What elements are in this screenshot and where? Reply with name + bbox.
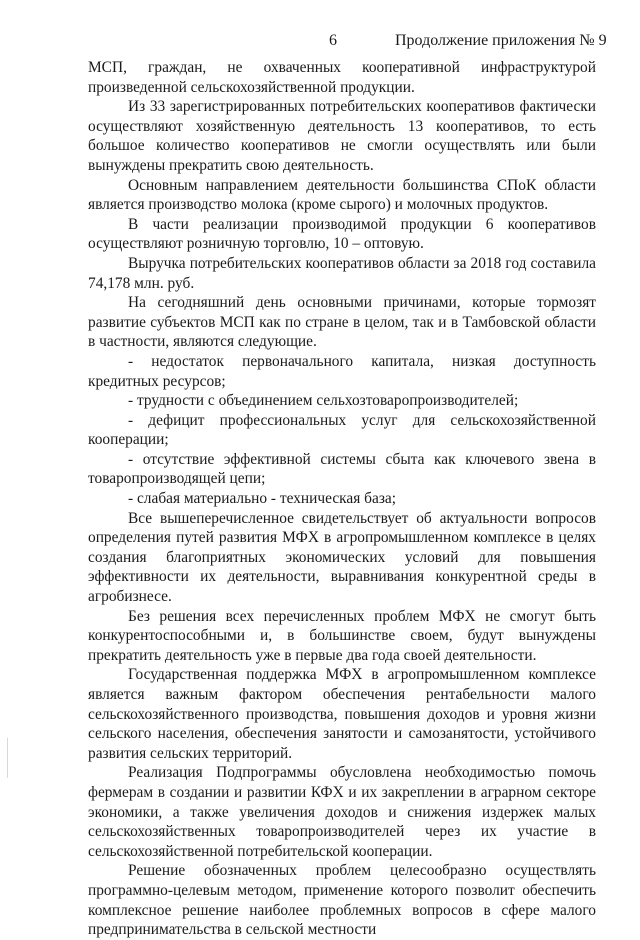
- paragraph-9: Государственная поддержка МФХ в агропромышленном комплексе является важным фактором обеспечения рентабельности малого сельскохозяйственного производства, повышения доходов и уровня жизни сельского населения, обеспечения занятости и самозанятости, устойчивого развития сельских территорий.: [88, 666, 596, 762]
- list-item-4: - отсутствие эффективной системы сбыта как ключевого звена в товаропроизводящей цепи;: [88, 450, 596, 488]
- document-body: [88, 58, 596, 940]
- appendix-continuation-header: Продолжение приложения № 9: [395, 32, 607, 49]
- paragraph-5: Выручка потребительских кооперативов области за 2018 год составила 74,178 млн. руб.: [88, 254, 596, 292]
- paragraph-2: Из 33 зарегистрированных потребительских кооперативов фактически осуществляют хозяйственную деятельность 13 кооперативов, то есть большое количество кооперативов не смогли осуществлять или были вынуждены прекратить свою деятельность.: [88, 98, 596, 174]
- paragraph-8: Без решения всех перечисленных проблем МФХ не смогут быть конкурентоспособными и, в большинстве своем, будут вынуждены прекратить деятельность уже в первые два года своей деятельности.: [88, 607, 596, 664]
- paragraph-10: Реализация Подпрограммы обусловлена необходимостью помочь фермерам в создании и развитии КФХ и их закреплении в аграрном секторе экономики, а также увеличения доходов и снижения издержек малых сельскохозяйственных товаропроизводителей через их участие в сельскохозяйственной потребительской кооперации.: [88, 764, 596, 860]
- paragraph-3: Основным направлением деятельности большинства СПоК области является производство молока (кроме сырого) и молочных продуктов.: [88, 176, 596, 214]
- list-item-2: - трудности с объединением сельхозтоваропроизводителей;: [128, 392, 519, 410]
- page-number: 6: [329, 32, 337, 49]
- list-item-5: - слабая материально - техническая база;: [128, 490, 397, 508]
- paragraph-6: На сегодняшний день основными причинами, которые тормозят развитие субъектов МСП как по стране в целом, так и в Тамбовской области в частности, являются следующие.: [88, 294, 596, 351]
- list-item-1: - недостаток первоначального капитала, низкая доступность кредитных ресурсов;: [88, 352, 596, 390]
- list-item-3: - дефицит профессиональных услуг для сельскохозяйственной кооперации;: [88, 411, 596, 449]
- paragraph-11: Решение обозначенных проблем целесообразно осуществлять программно-целевым методом, применение которого позволит обеспечить комплексное решение наиболее проблемных вопросов в сфере малого предпринимательства в сельской местности: [88, 862, 596, 939]
- scan-edge-mark: [7, 738, 8, 778]
- paragraph-1: МСП, граждан, не охваченных кооперативной инфраструктурой произведенной сельскохозяйственной продукции.: [88, 59, 596, 96]
- paragraph-7: Все вышеперечисленное свидетельствует об актуальности вопросов определения путей развития МФХ в агропромышленном комплексе в целях создания благоприятных экономических условий для повышения эффективности их деятельности, выравнивания конкурентной среды в агробизнесе.: [88, 509, 596, 606]
- paragraph-4: В части реализации производимой продукции 6 кооперативов осуществляют розничную торговлю, 10 – оптовую.: [88, 215, 596, 253]
